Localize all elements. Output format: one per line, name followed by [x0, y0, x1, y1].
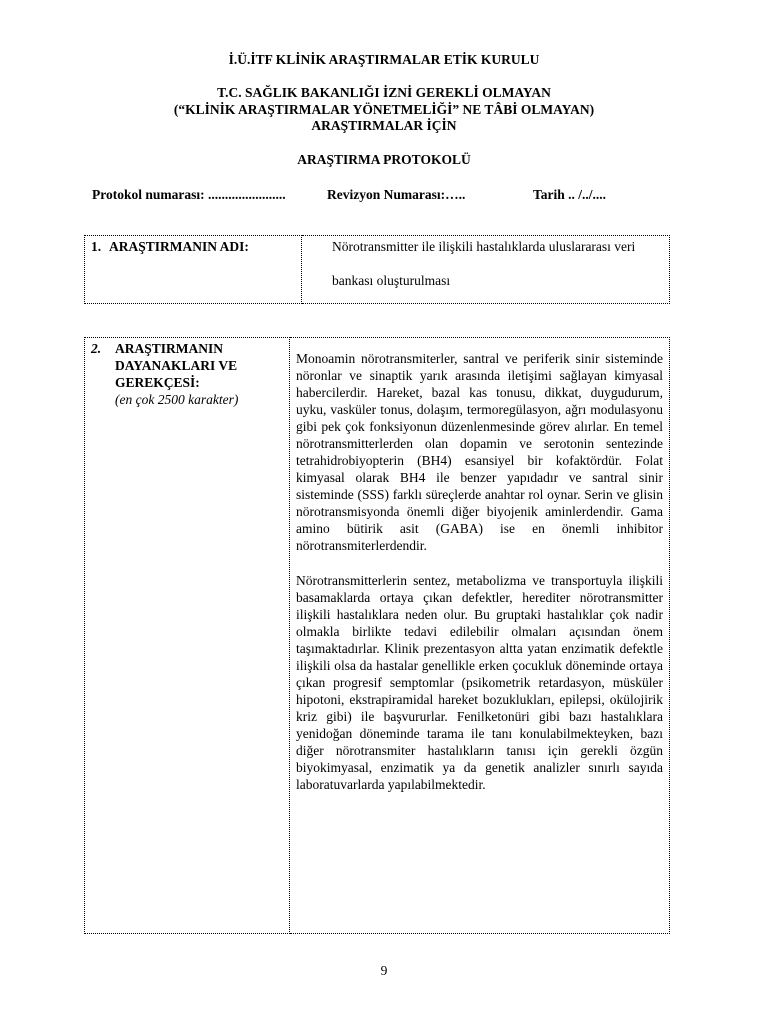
page-number: 9	[380, 963, 388, 978]
subtitle-line-3: ARAŞTIRMALAR İÇİN	[311, 118, 457, 133]
protocol-date: Tarih .. /../....	[533, 187, 607, 202]
protocol-number: Protokol numarası: .......................	[92, 187, 286, 202]
section-2-note: (en çok 2500 karakter)	[115, 392, 239, 407]
section-1-label-text: ARAŞTIRMANIN ADI:	[109, 239, 249, 254]
section-2-label	[85, 338, 290, 934]
study-title-line-2: bankası oluşturulması	[332, 273, 451, 288]
rationale-paragraph-2: Nörotransmitterlerin sentez, metabolizma ve transportuyla ilişkili basamaklarda ortaya çıkan defektler, herediter nörotransmitter ilişkili hastalıklara neden olur. Bu gruptaki hastalıklar çok nadir olmakla birlikte tedavi edilebilir olmaları açısından önem taşımaktadırlar. Klinik prezentasyon altta yatan enzimatik defektle ilişkili olsa da hastalar genellikle erken çocukluk döneminde ortaya çıkan progresif semptomlar (psikometrik retardasyon, müsküler hipotoni, ekstrapiramidal hareket bozuklukları, epilepsi, okülojirik kriz gibi) ile başvururlar. Fenilketonüri gibi bazı hastalıklara yenidoğan döneminde tarama ile tanı konulabilmekteyken, bazı diğer nörotransmiter hastalıkların tanısı için gerekli özgün biyokimyasal, enzimatik ya da genetik analizler sınırlı sayıda laboratuvarlarda yapılabilmektedir.	[296, 573, 663, 792]
subtitle-line-2: (“KLİNİK ARAŞTIRMALAR YÖNETMELİĞİ” NE TÂBİ OLMAYAN)	[173, 101, 595, 117]
section-1-label	[85, 236, 302, 304]
subtitle-line-1: T.C. SAĞLIK BAKANLIĞI İZNİ GEREKLİ OLMAYAN	[217, 85, 551, 100]
document-title: ARAŞTIRMA PROTOKOLÜ	[297, 152, 471, 167]
section-2-content	[290, 338, 670, 934]
revision-number: Revizyon Numarası:…..	[327, 187, 466, 202]
committee-title: İ.Ü.İTF KLİNİK ARAŞTIRMALAR ETİK KURULU	[228, 52, 540, 67]
document-subtitle	[84, 85, 684, 135]
section-1-value	[302, 236, 670, 304]
study-title-line-1: Nörotransmitter ile ilişkili hastalıklarda uluslararası veri	[332, 239, 636, 254]
rationale-paragraph-1: Monoamin nörotransmiterler, santral ve periferik sinir sisteminde nöronlar ve sinaptik yarık arasında iletişimi sağlayan kimyasal habercilerdir. Hareket, bazal kas tonusu, dikkat, duygudurum, uyku, vasküler tonus, dolaşım, termoregülasyon, ağrı modulasyonu gibi pek çok fonksiyonun düzenlenmesinde görev alırlar. En temel nörotransmitterlerden olan dopamin ve serotonin sentezinde tetrahidrobiyopterin (BH4) esansiyel bir kofaktördür. Folat kimyasal olarak BH4 ile benzer yapıdadır ve santral sinir sisteminde (SSS) farklı süreçlerde anahtar rol oynar. Serin ve glisin nörotransmisyonda önemli diğer biyojenik aminlerdendir. Gama amino bütirik asit (GABA) ise en önemli inhibitor nörotransmiterlerdendir.	[296, 351, 663, 553]
section-1-number: 1.	[91, 239, 102, 254]
section-2-number: 2.	[91, 341, 102, 356]
section-2-table	[84, 337, 670, 934]
section-2-label-text: ARAŞTIRMANIN DAYANAKLARI VE GEREKÇESİ:	[115, 341, 238, 390]
section-1-table	[84, 235, 670, 304]
